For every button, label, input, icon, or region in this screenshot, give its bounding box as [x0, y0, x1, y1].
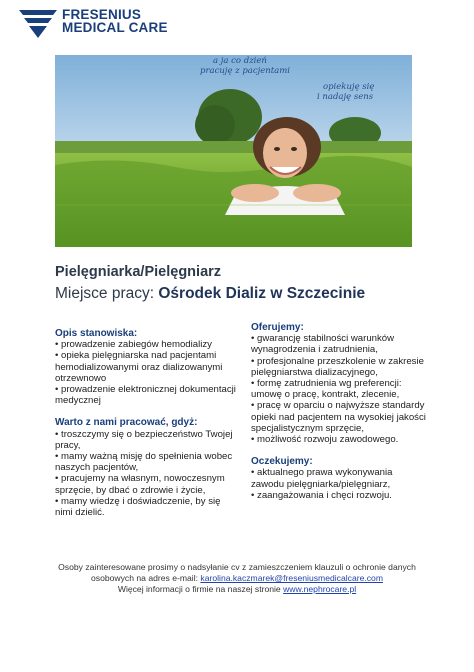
section-warto — [55, 417, 240, 518]
company-logo — [18, 8, 168, 40]
handwriting-line-3: opiekuję się — [323, 82, 375, 92]
logo-line-2: MEDICAL CARE — [62, 20, 168, 35]
list-item: • prowadzenie zabiegów hemodializy — [55, 339, 212, 351]
footer-website-prefix: Więcej informacji o firmie na naszej stronie — [117, 584, 284, 594]
section-title-oczekujemy: Oczekujemy: — [251, 456, 313, 468]
section-oczekujemy — [251, 456, 426, 501]
email-link[interactable]: karolina.kaczmarek@freseniusmedicalcare.com — [200, 573, 383, 583]
section-oferujemy — [251, 322, 426, 445]
logo-line-1: FRESENIUS — [62, 7, 142, 22]
footer-line-3 — [30, 584, 444, 595]
list-item: • pracę w oparciu o najwyższe standardy opieki nad pacjentem na wysokiej jakości specjalistycznym sprzęcie, — [251, 400, 426, 434]
footer-line-1: Osoby zainteresowane prosimy o nadsyłanie cv z zamieszczeniem klauzuli o ochronie danych — [58, 562, 416, 572]
list-item: • aktualnego prawa wykonywania zawodu pielęgniarka/pielęgniarz, — [251, 467, 393, 490]
list-item: • prowadzenie elektronicznej dokumentacji medycznej — [55, 384, 236, 407]
fresenius-logo-icon — [18, 8, 58, 40]
hero-photo — [55, 55, 412, 247]
list-item: • formę zatrudnienia wg preferencji: umowę o pracę, kontrakt, zlecenie, — [251, 378, 402, 401]
list-item: • zaangażowania i chęci rozwoju. — [251, 489, 392, 501]
left-column — [55, 328, 240, 529]
footer-line-2 — [30, 573, 444, 584]
company-name — [62, 8, 168, 34]
section-title-oferujemy: Oferujemy: — [251, 322, 304, 333]
list-item: • mamy ważną misję do spełnienia wobec naszych pacjentów, — [55, 451, 233, 474]
list-item: • opieka pielęgniarska nad pacjentami hemodializowanymi oraz dializowanymi otrzewnowo — [55, 350, 223, 384]
handwriting-line-1: a ja co dzień — [213, 56, 267, 66]
website-link[interactable]: www.nephrocare.pl — [283, 584, 357, 594]
list-item: • pracujemy na własnym, nowoczesnym sprzęcie, by dbać o zdrowie i życie, — [55, 473, 225, 496]
job-location — [55, 285, 365, 303]
section-title-opis: Opis stanowiska: — [55, 328, 138, 339]
list-item: • profesjonalne przeszkolenie w zakresie pielęgniarstwa dializacyjnego, — [251, 355, 424, 378]
location-name: Ośrodek Dializ w Szczecinie — [158, 285, 366, 302]
right-column — [251, 322, 426, 512]
footer-email-prefix: osobowych na adres e-mail: — [91, 573, 201, 583]
location-prefix: Miejsce pracy: — [55, 285, 159, 302]
handwriting-line-2: pracuję z pacjentami — [200, 66, 291, 76]
list-item: • mamy wiedzę i doświadczenie, by się nimi dzielić. — [55, 495, 221, 519]
list-item: • możliwość rozwoju zawodowego. — [251, 434, 399, 446]
list-item: • troszczymy się o bezpieczeństwo Twojej pracy, — [55, 428, 233, 451]
contact-footer — [30, 562, 444, 595]
list-item: • gwarancję stabilności warunków wynagrodzenia i zatrudnienia, — [251, 333, 395, 356]
section-opis — [55, 328, 240, 406]
handwriting-line-4: i nadaję sens — [317, 92, 374, 102]
section-title-warto: Warto z nami pracować, gdyż: — [55, 417, 198, 429]
job-title: Pielęgniarka/Pielęgniarz — [55, 264, 222, 280]
